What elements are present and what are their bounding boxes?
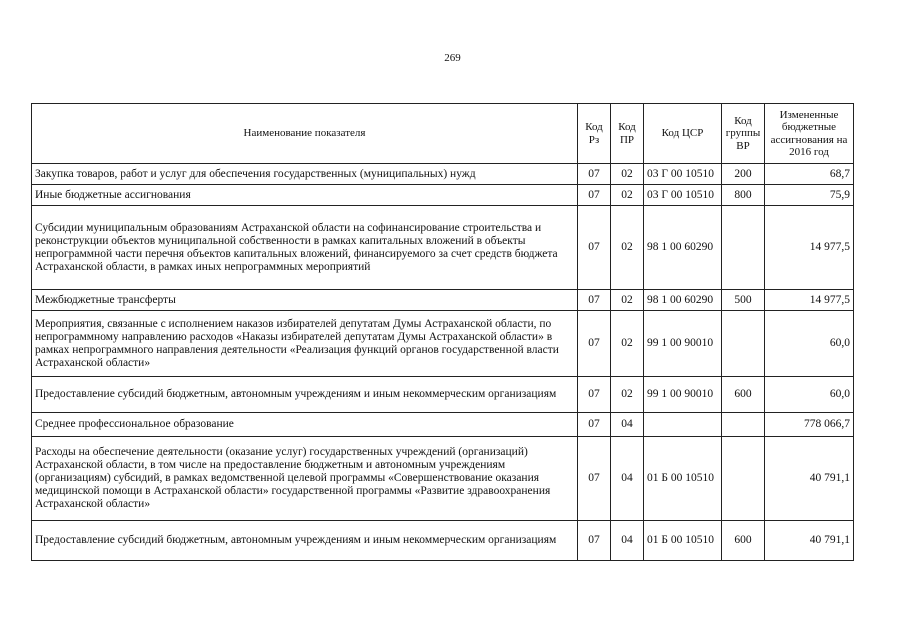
table-row	[32, 290, 854, 311]
table-row	[32, 311, 854, 377]
table-header-row	[32, 104, 854, 164]
table-row	[32, 413, 854, 437]
row-pr: 04	[611, 413, 644, 437]
row-csr: 03 Г 00 10510	[644, 164, 722, 185]
row-vr: 200	[722, 164, 765, 185]
row-vr	[722, 437, 765, 521]
row-rz: 07	[578, 377, 611, 413]
row-pr: 04	[611, 521, 644, 561]
row-rz: 07	[578, 290, 611, 311]
row-name: Расходы на обеспечение деятельности (оказание услуг) государственных учреждений (организаций) Астраханской области, в том числе на предоставление бюджетным и автономным учреждениям (организациям) субсидий, в рамках ведомственной целевой программы «Совершенствование оказания медицинской помощи в Астраханской области» государственной программы «Развитие здравоохранения Астраханской области»	[32, 437, 578, 521]
row-pr: 04	[611, 437, 644, 521]
page-number: 269	[444, 52, 461, 64]
row-csr: 01 Б 00 10510	[644, 437, 722, 521]
header-rz: Код Рз	[578, 104, 611, 164]
table-row	[32, 164, 854, 185]
header-name: Наименование показателя	[32, 104, 578, 164]
row-rz: 07	[578, 164, 611, 185]
table-row	[32, 437, 854, 521]
row-pr: 02	[611, 206, 644, 290]
row-sum: 14 977,5	[765, 290, 854, 311]
row-pr: 02	[611, 290, 644, 311]
row-rz: 07	[578, 437, 611, 521]
table-row	[32, 185, 854, 206]
row-csr	[644, 413, 722, 437]
table-row	[32, 377, 854, 413]
row-name: Иные бюджетные ассигнования	[32, 185, 578, 206]
row-name: Предоставление субсидий бюджетным, автономным учреждениям и иным некоммерческим организациям	[32, 521, 578, 561]
row-rz: 07	[578, 311, 611, 377]
row-pr: 02	[611, 185, 644, 206]
header-vr: Код группы ВР	[722, 104, 765, 164]
row-sum: 75,9	[765, 185, 854, 206]
table-row	[32, 206, 854, 290]
row-name: Среднее профессиональное образование	[32, 413, 578, 437]
row-vr	[722, 413, 765, 437]
row-rz: 07	[578, 521, 611, 561]
row-pr: 02	[611, 164, 644, 185]
row-rz: 07	[578, 185, 611, 206]
row-name: Закупка товаров, работ и услуг для обеспечения государственных (муниципальных) нужд	[32, 164, 578, 185]
row-sum: 60,0	[765, 377, 854, 413]
row-rz: 07	[578, 413, 611, 437]
row-csr: 03 Г 00 10510	[644, 185, 722, 206]
row-sum: 778 066,7	[765, 413, 854, 437]
row-rz: 07	[578, 206, 611, 290]
row-sum: 40 791,1	[765, 521, 854, 561]
row-csr: 99 1 00 90010	[644, 377, 722, 413]
row-sum: 68,7	[765, 164, 854, 185]
row-name: Мероприятия, связанные с исполнением наказов избирателей депутатам Думы Астраханской области, по непрограммному направлению расходов «Наказы избирателей депутатам Думы Астраханской области» в рамках непрограммного направления деятельности «Реализация функций органов государственной власти Астраханской области»	[32, 311, 578, 377]
header-sum: Измененные бюджетные ассигнования на 2016 год	[765, 104, 854, 164]
row-vr: 500	[722, 290, 765, 311]
header-csr: Код ЦСР	[644, 104, 722, 164]
row-vr: 800	[722, 185, 765, 206]
row-vr: 600	[722, 377, 765, 413]
row-csr: 99 1 00 90010	[644, 311, 722, 377]
row-csr: 98 1 00 60290	[644, 206, 722, 290]
row-vr	[722, 311, 765, 377]
row-pr: 02	[611, 377, 644, 413]
table-row	[32, 521, 854, 561]
row-csr: 01 Б 00 10510	[644, 521, 722, 561]
row-pr: 02	[611, 311, 644, 377]
row-sum: 60,0	[765, 311, 854, 377]
row-name: Межбюджетные трансферты	[32, 290, 578, 311]
row-vr	[722, 206, 765, 290]
header-pr: Код ПР	[611, 104, 644, 164]
budget-table	[31, 103, 854, 561]
row-name: Предоставление субсидий бюджетным, автономным учреждениям и иным некоммерческим организациям	[32, 377, 578, 413]
row-csr: 98 1 00 60290	[644, 290, 722, 311]
row-sum: 14 977,5	[765, 206, 854, 290]
row-vr: 600	[722, 521, 765, 561]
row-sum: 40 791,1	[765, 437, 854, 521]
row-name: Субсидии муниципальным образованиям Астраханской области на софинансирование строительства и реконструкции объектов муниципальной собственности в рамках капитальных вложений в объекты непрограммной части перечня объектов капитальных вложений, финансируемого за счет средств бюджета Астраханской области, в рамках иных непрограммных мероприятий	[32, 206, 578, 290]
